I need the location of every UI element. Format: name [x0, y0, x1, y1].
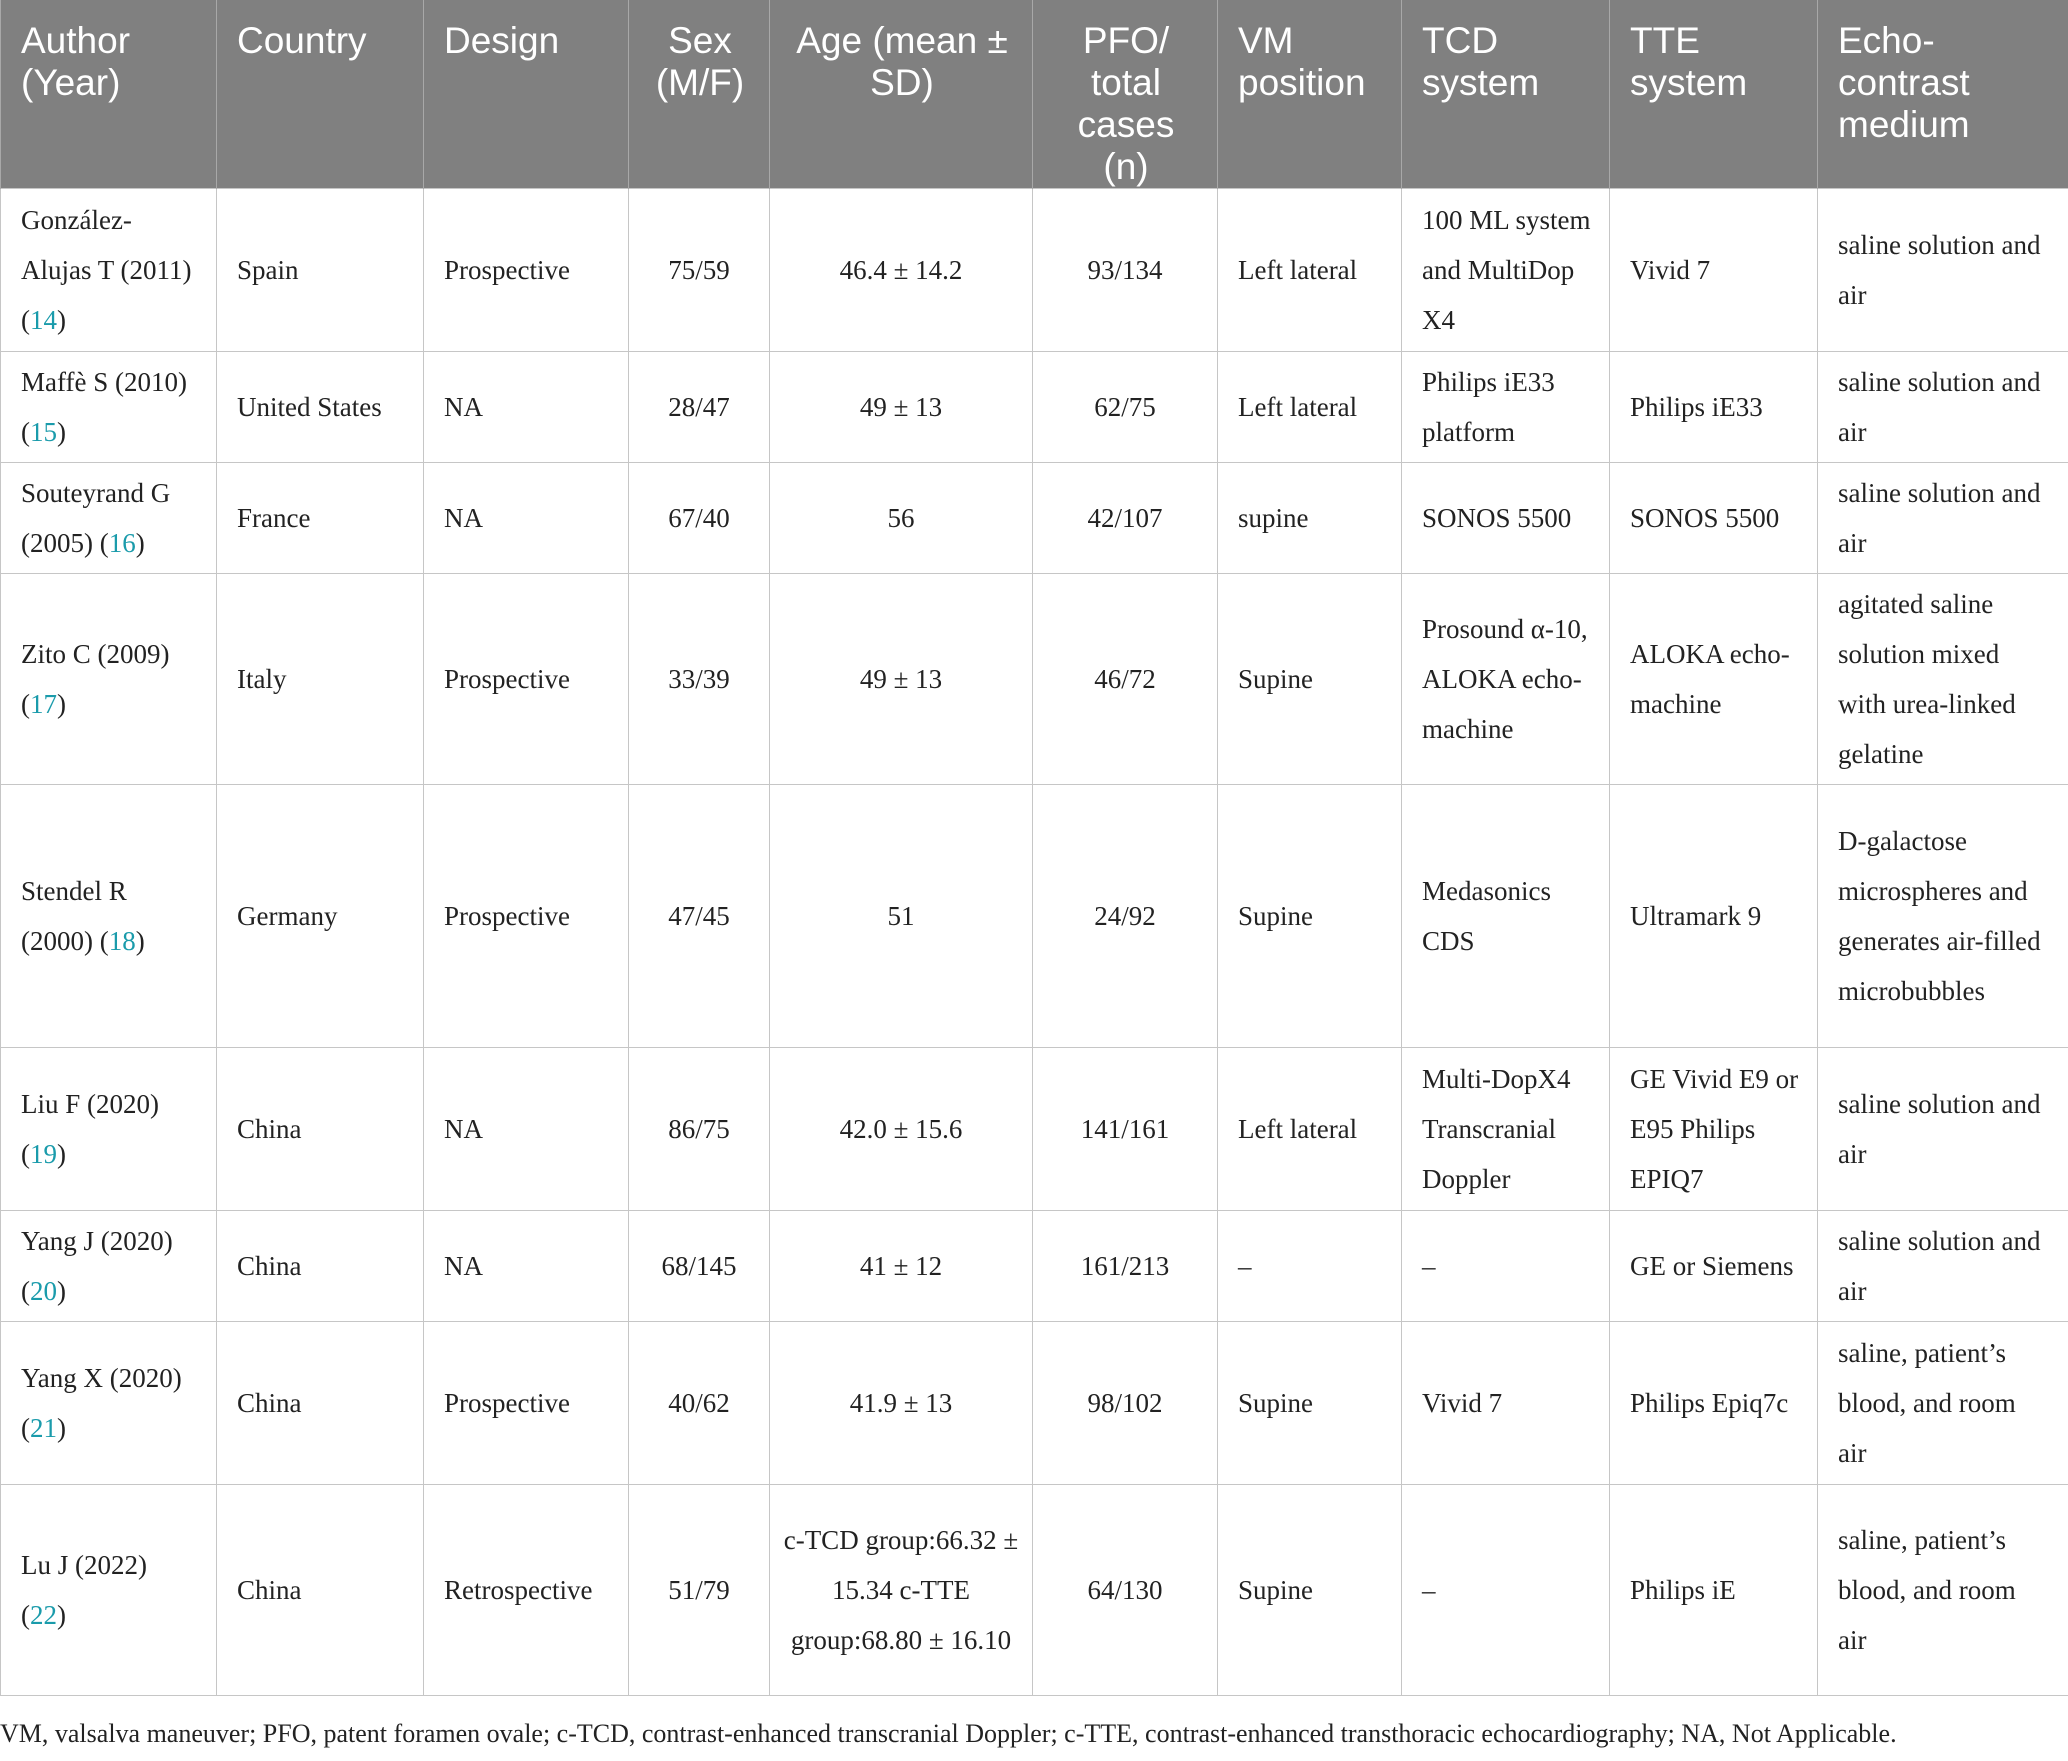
author-year-text: Zito C (2009)	[21, 639, 170, 669]
table-row	[1, 785, 2068, 1048]
cell-sex: 40/62	[629, 1322, 770, 1485]
cell-author: Stendel R (2000) (18)	[1, 785, 217, 1048]
cell-sex: 28/47	[629, 352, 770, 463]
cell-country: China	[217, 1211, 424, 1322]
cell-vm: Supine	[1218, 785, 1402, 1048]
reference-link[interactable]: 16	[108, 528, 136, 558]
cell-tcd: Philips iE33 platform	[1402, 352, 1610, 463]
author-year-text: Lu J (2022)	[21, 1550, 147, 1580]
reference-link[interactable]: 18	[108, 926, 136, 956]
cell-tcd: –	[1402, 1211, 1610, 1322]
reference-link[interactable]: 21	[30, 1413, 57, 1443]
header-vm-position: VM position	[1218, 0, 1402, 189]
author-year-text: Souteyrand G (2005)	[21, 478, 171, 558]
cell-medium: saline solution and air	[1818, 1048, 2068, 1211]
cell-sex: 47/45	[629, 785, 770, 1048]
cell-medium: saline solution and air	[1818, 189, 2068, 352]
cell-vm: supine	[1218, 463, 1402, 574]
cell-design: Retrospective	[424, 1485, 629, 1696]
cell-sex: 67/40	[629, 463, 770, 574]
cell-author: González-Alujas T (2011) (14)	[1, 189, 217, 352]
cell-country: China	[217, 1048, 424, 1211]
table-row	[1, 1485, 2068, 1696]
cell-pfo: 46/72	[1033, 574, 1218, 785]
cell-pfo: 24/92	[1033, 785, 1218, 1048]
cell-tcd: Multi-DopX4 Transcranial Doppler	[1402, 1048, 1610, 1211]
cell-age: 56	[770, 463, 1033, 574]
header-tte-system: TTE system	[1610, 0, 1818, 189]
cell-sex: 75/59	[629, 189, 770, 352]
cell-author: Zito C (2009) (17)	[1, 574, 217, 785]
cell-tcd: Medasonics CDS	[1402, 785, 1610, 1048]
cell-design: Prospective	[424, 1322, 629, 1485]
header-age: Age (mean ± SD)	[770, 0, 1033, 189]
cell-tte: Philips iE	[1610, 1485, 1818, 1696]
cell-sex: 68/145	[629, 1211, 770, 1322]
cell-vm: –	[1218, 1211, 1402, 1322]
header-tcd-system: TCD system	[1402, 0, 1610, 189]
cell-pfo: 93/134	[1033, 189, 1218, 352]
table-row	[1, 1322, 2068, 1485]
cell-design: NA	[424, 1048, 629, 1211]
cell-author: Maffè S (2010) (15)	[1, 352, 217, 463]
table-row	[1, 1211, 2068, 1322]
cell-medium: saline, patient’s blood, and room air	[1818, 1322, 2068, 1485]
cell-pfo: 42/107	[1033, 463, 1218, 574]
cell-design: NA	[424, 1211, 629, 1322]
cell-tcd: –	[1402, 1485, 1610, 1696]
header-country: Country	[217, 0, 424, 189]
reference-link[interactable]: 19	[30, 1139, 57, 1169]
cell-vm: Left lateral	[1218, 1048, 1402, 1211]
cell-tte: SONOS 5500	[1610, 463, 1818, 574]
cell-vm: Supine	[1218, 1485, 1402, 1696]
cell-tcd: 100 ML system and MultiDop X4	[1402, 189, 1610, 352]
cell-country: China	[217, 1485, 424, 1696]
cell-tte: Philips iE33	[1610, 352, 1818, 463]
table-footnote: VM, valsalva maneuver; PFO, patent foramen ovale; c-TCD, contrast-enhanced transcranial Doppler; c-TTE, contrast-enhanced transthoracic echocardiography; NA, Not Applicable.	[0, 1719, 1897, 1748]
cell-tte: ALOKA echo-machine	[1610, 574, 1818, 785]
table-row	[1, 463, 2068, 574]
table-body	[1, 189, 2068, 1696]
table-header-row	[1, 0, 2068, 189]
reference-link[interactable]: 14	[30, 305, 57, 335]
header-author: Author (Year)	[1, 0, 217, 189]
cell-tte: GE or Siemens	[1610, 1211, 1818, 1322]
cell-age: 41 ± 12	[770, 1211, 1033, 1322]
cell-vm: Supine	[1218, 1322, 1402, 1485]
cell-design: Prospective	[424, 574, 629, 785]
cell-tcd: SONOS 5500	[1402, 463, 1610, 574]
cell-author: Yang J (2020) (20)	[1, 1211, 217, 1322]
cell-vm: Left lateral	[1218, 189, 1402, 352]
cell-medium: agitated saline solution mixed with urea-linked gelatine	[1818, 574, 2068, 785]
table-row	[1, 189, 2068, 352]
reference-link[interactable]: 22	[30, 1600, 57, 1630]
cell-design: Prospective	[424, 785, 629, 1048]
cell-country: Germany	[217, 785, 424, 1048]
cell-medium: saline solution and air	[1818, 463, 2068, 574]
table-row	[1, 574, 2068, 785]
cell-sex: 86/75	[629, 1048, 770, 1211]
cell-tte: Ultramark 9	[1610, 785, 1818, 1048]
cell-tte: GE Vivid E9 or E95 Philips EPIQ7	[1610, 1048, 1818, 1211]
cell-vm: Left lateral	[1218, 352, 1402, 463]
cell-medium: saline solution and air	[1818, 1211, 2068, 1322]
header-echo-contrast-medium: Echo-contrast medium	[1818, 0, 2068, 189]
cell-pfo: 161/213	[1033, 1211, 1218, 1322]
cell-author: Liu F (2020) (19)	[1, 1048, 217, 1211]
cell-pfo: 98/102	[1033, 1322, 1218, 1485]
author-year-text: Liu F (2020)	[21, 1089, 159, 1119]
reference-link[interactable]: 15	[30, 417, 57, 447]
cell-vm: Supine	[1218, 574, 1402, 785]
cell-author: Yang X (2020) (21)	[1, 1322, 217, 1485]
cell-medium: saline solution and air	[1818, 352, 2068, 463]
cell-age: c-TCD group:66.32 ± 15.34 c-TTE group:68.80 ± 16.10	[770, 1485, 1033, 1696]
cell-design: NA	[424, 352, 629, 463]
table-row	[1, 1048, 2068, 1211]
author-year-text: Maffè S (2010)	[21, 367, 187, 397]
author-year-text: González-Alujas T (2011)	[21, 205, 192, 285]
cell-author: Lu J (2022) (22)	[1, 1485, 217, 1696]
header-design: Design	[424, 0, 629, 189]
cell-sex: 33/39	[629, 574, 770, 785]
cell-age: 41.9 ± 13	[770, 1322, 1033, 1485]
cell-medium: saline, patient’s blood, and room air	[1818, 1485, 2068, 1696]
cell-age: 46.4 ± 14.2	[770, 189, 1033, 352]
author-year-text: Yang J (2020)	[21, 1226, 173, 1256]
table-row	[1, 352, 2068, 463]
cell-country: China	[217, 1322, 424, 1485]
reference-link[interactable]: 17	[30, 689, 57, 719]
author-year-text: Yang X (2020)	[21, 1363, 182, 1393]
cell-pfo: 64/130	[1033, 1485, 1218, 1696]
cell-medium: D-galactose microspheres and generates air-filled microbubbles	[1818, 785, 2068, 1048]
cell-tcd: Prosound α-10, ALOKA echo-machine	[1402, 574, 1610, 785]
cell-author: Souteyrand G (2005) (16)	[1, 463, 217, 574]
cell-country: Italy	[217, 574, 424, 785]
reference-link[interactable]: 20	[30, 1276, 57, 1306]
cell-country: United States	[217, 352, 424, 463]
cell-pfo: 62/75	[1033, 352, 1218, 463]
cell-design: NA	[424, 463, 629, 574]
cell-age: 49 ± 13	[770, 352, 1033, 463]
cell-age: 51	[770, 785, 1033, 1048]
cell-age: 42.0 ± 15.6	[770, 1048, 1033, 1211]
cell-pfo: 141/161	[1033, 1048, 1218, 1211]
header-pfo-total: PFO/ total cases (n)	[1033, 0, 1218, 189]
cell-tte: Philips Epiq7c	[1610, 1322, 1818, 1485]
cell-age: 49 ± 13	[770, 574, 1033, 785]
cell-tcd: Vivid 7	[1402, 1322, 1610, 1485]
cell-sex: 51/79	[629, 1485, 770, 1696]
cell-country: France	[217, 463, 424, 574]
cell-tte: Vivid 7	[1610, 189, 1818, 352]
cell-design: Prospective	[424, 189, 629, 352]
cell-country: Spain	[217, 189, 424, 352]
header-sex: Sex (M/F)	[629, 0, 770, 189]
author-year-text: Stendel R (2000)	[21, 876, 127, 956]
